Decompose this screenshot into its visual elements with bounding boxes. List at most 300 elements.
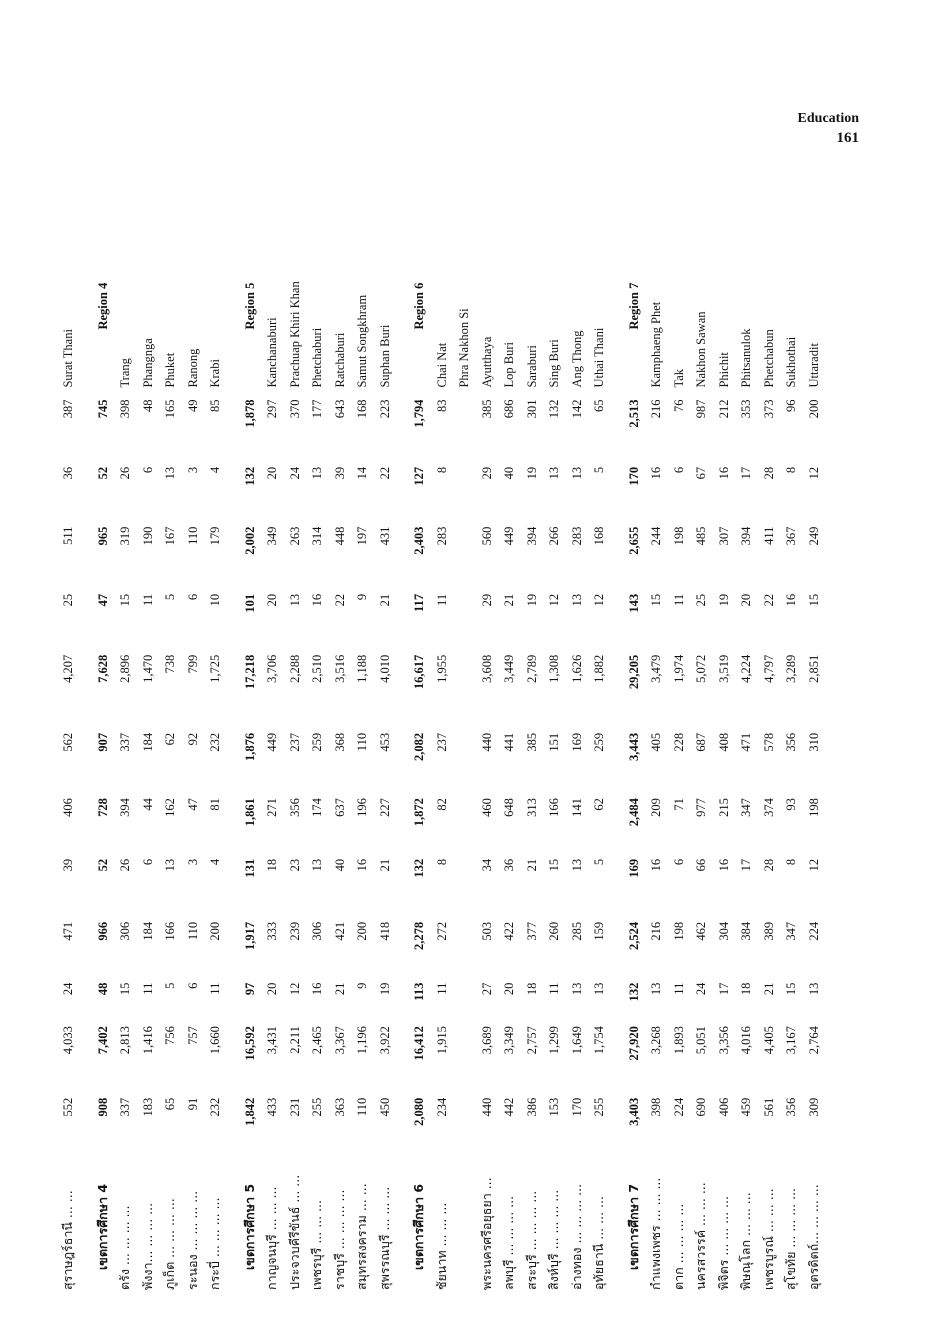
value-cell: 8 bbox=[434, 858, 449, 866]
value-cell: 11 bbox=[140, 982, 155, 995]
value-cell: 39 bbox=[332, 466, 347, 480]
value-cell: 6 bbox=[140, 858, 155, 866]
value-cell: 1,725 bbox=[208, 654, 222, 683]
table-row bbox=[690, 180, 713, 1290]
value-cell: 3,706 bbox=[265, 654, 279, 683]
value-cell: 349 bbox=[265, 526, 279, 546]
value-cell: 13 bbox=[163, 466, 177, 480]
value-cell: 93 bbox=[784, 798, 798, 811]
thai-name-cell: อุตรดิตถ์... ... ... ... bbox=[805, 1184, 821, 1290]
value-cell: 259 bbox=[592, 732, 606, 752]
value-cell: 13 bbox=[569, 858, 584, 872]
value-cell: 5,072 bbox=[694, 654, 708, 683]
value-cell: 29 bbox=[479, 593, 494, 607]
spacer-cell bbox=[227, 180, 239, 1290]
value-cell: 333 bbox=[265, 921, 279, 941]
value-cell: 8 bbox=[434, 466, 449, 474]
value-cell: 5,051 bbox=[694, 1026, 708, 1055]
value-cell: 15 bbox=[547, 858, 561, 872]
value-cell: 170 bbox=[569, 1097, 584, 1117]
value-cell: 200 bbox=[806, 399, 821, 419]
value-cell: 450 bbox=[377, 1097, 392, 1117]
value-cell: 2,403 bbox=[412, 526, 426, 555]
value-cell: 169 bbox=[569, 732, 584, 752]
value-cell: 20 bbox=[502, 982, 516, 996]
value-cell: 4,010 bbox=[377, 654, 392, 683]
table-row bbox=[645, 180, 668, 1290]
value-cell: 85 bbox=[208, 399, 222, 413]
value-cell: 1,660 bbox=[208, 1026, 222, 1055]
value-cell: 198 bbox=[806, 798, 821, 817]
value-cell: 4,797 bbox=[761, 654, 776, 683]
value-cell: 309 bbox=[806, 1097, 821, 1117]
thai-name-cell: เขตการศึกษา 6 bbox=[411, 1183, 426, 1270]
value-cell: 4,033 bbox=[61, 1026, 75, 1055]
value-cell: 13 bbox=[592, 982, 606, 996]
value-cell: 977 bbox=[694, 798, 708, 817]
value-cell: 101 bbox=[242, 593, 257, 613]
value-cell: 8 bbox=[784, 466, 798, 474]
english-name-cell: Region 6 bbox=[412, 282, 426, 330]
thai-name-cell: สิงห์บุรี ... ... ... ... bbox=[546, 1189, 561, 1290]
value-cell: 648 bbox=[502, 798, 516, 817]
thai-name-cell: สุโขทัย ... ... ... ... bbox=[783, 1187, 798, 1290]
value-cell: 374 bbox=[761, 798, 776, 817]
value-cell: 1,878 bbox=[242, 399, 257, 428]
english-name-cell: Samut Songkhram bbox=[355, 294, 369, 388]
value-cell: 21 bbox=[377, 858, 392, 872]
value-cell: 307 bbox=[716, 526, 731, 546]
value-cell: 3,289 bbox=[784, 654, 798, 683]
value-cell: 398 bbox=[649, 1097, 663, 1117]
value-cell: 212 bbox=[716, 399, 731, 419]
region-row bbox=[623, 180, 646, 1290]
table-row bbox=[803, 180, 826, 1290]
value-cell: 297 bbox=[265, 399, 279, 419]
value-cell: 4,016 bbox=[739, 1026, 753, 1055]
value-cell: 353 bbox=[739, 399, 753, 419]
value-cell: 14 bbox=[355, 466, 369, 480]
value-cell: 13 bbox=[569, 982, 584, 996]
value-cell: 184 bbox=[140, 921, 155, 941]
value-cell: 907 bbox=[95, 732, 110, 752]
thai-name-cell: กำแพงเพชร ... ... ... bbox=[648, 1177, 663, 1290]
value-cell: 25 bbox=[61, 593, 75, 607]
value-cell: 216 bbox=[649, 399, 663, 419]
english-name-cell: Chai Nat bbox=[434, 342, 449, 388]
value-cell: 453 bbox=[377, 732, 392, 752]
thai-name-cell: พระนครศรีอยุธยา ... bbox=[478, 1177, 494, 1290]
value-cell: 421 bbox=[332, 921, 347, 941]
value-cell: 3,443 bbox=[626, 732, 641, 762]
value-cell: 2,465 bbox=[310, 1026, 324, 1055]
value-cell: 16 bbox=[716, 858, 731, 872]
value-cell: 337 bbox=[118, 732, 132, 752]
table-row bbox=[476, 180, 499, 1290]
table-row bbox=[498, 180, 521, 1290]
thai-name-cell: สุพรรณบุรี ... ... ... bbox=[376, 1186, 392, 1290]
value-cell: 260 bbox=[547, 921, 561, 941]
value-cell: 1,917 bbox=[242, 921, 257, 950]
value-cell: 13 bbox=[163, 858, 177, 872]
english-name-cell: Nakhon Sawan bbox=[694, 311, 708, 388]
value-cell: 272 bbox=[434, 921, 449, 941]
value-cell: 184 bbox=[140, 732, 155, 752]
value-cell: 377 bbox=[524, 921, 539, 941]
table-row bbox=[204, 180, 227, 1290]
value-cell: 91 bbox=[185, 1097, 200, 1111]
value-cell: 394 bbox=[739, 526, 753, 546]
value-cell: 3,449 bbox=[502, 654, 516, 683]
value-cell: 13 bbox=[310, 466, 324, 480]
thai-name-cell: เพชรบูรณ์ ... ... ... bbox=[760, 1188, 776, 1290]
value-cell bbox=[453, 983, 476, 1026]
table-row bbox=[329, 180, 352, 1290]
value-cell: 117 bbox=[412, 593, 426, 612]
table-row bbox=[374, 180, 397, 1290]
value-cell: 52 bbox=[95, 466, 110, 480]
value-cell: 17 bbox=[716, 982, 731, 996]
value-cell: 9 bbox=[355, 982, 369, 989]
english-name-cell: Sukhothai bbox=[784, 336, 798, 388]
value-cell: 21 bbox=[502, 593, 516, 607]
value-cell: 1,876 bbox=[242, 732, 257, 762]
value-cell: 337 bbox=[118, 1097, 132, 1117]
value-cell: 92 bbox=[185, 732, 200, 746]
english-name-cell: Tak bbox=[671, 368, 686, 388]
table-row bbox=[57, 180, 80, 1290]
value-cell: 198 bbox=[671, 921, 686, 941]
value-cell: 65 bbox=[163, 1097, 177, 1111]
value-cell: 10 bbox=[208, 593, 222, 607]
value-cell: 408 bbox=[716, 732, 731, 752]
value-cell: 386 bbox=[524, 1097, 539, 1117]
page-number: 161 bbox=[836, 130, 859, 146]
value-cell: 384 bbox=[739, 921, 753, 941]
value-cell: 745 bbox=[95, 399, 110, 419]
thai-name-cell: พิจิตร ... ... ... ... bbox=[715, 1196, 731, 1290]
value-cell: 34 bbox=[479, 858, 494, 872]
value-cell: 132 bbox=[626, 982, 641, 1002]
value-cell: 174 bbox=[310, 798, 324, 817]
thai-name-cell: สมุทรสงคราม ... ... bbox=[354, 1183, 369, 1290]
value-cell: 110 bbox=[355, 1097, 369, 1117]
value-cell: 398 bbox=[118, 399, 132, 419]
value-cell: 373 bbox=[761, 399, 776, 419]
value-cell: 433 bbox=[265, 1097, 279, 1117]
table-row bbox=[543, 180, 566, 1290]
value-cell: 1,974 bbox=[671, 654, 686, 683]
value-cell: 71 bbox=[671, 798, 686, 811]
table-row bbox=[159, 180, 182, 1290]
value-cell: 24 bbox=[694, 982, 708, 996]
thai-name-cell: เขตการศึกษา 4 bbox=[94, 1183, 110, 1270]
value-cell: 166 bbox=[547, 798, 561, 817]
value-cell: 363 bbox=[332, 1097, 347, 1117]
value-cell: 687 bbox=[694, 732, 708, 752]
row-spacer bbox=[227, 180, 239, 1290]
value-cell bbox=[453, 1098, 476, 1165]
value-cell: 319 bbox=[118, 526, 132, 546]
value-cell: 987 bbox=[694, 399, 708, 419]
value-cell: 394 bbox=[118, 798, 132, 817]
value-cell bbox=[453, 467, 476, 527]
thai-name-cell: อ่างทอง ... ... ... ... bbox=[568, 1183, 584, 1290]
value-cell: 385 bbox=[479, 399, 494, 419]
value-cell: 11 bbox=[671, 593, 686, 606]
value-cell: 19 bbox=[524, 593, 539, 607]
value-cell: 3,519 bbox=[716, 654, 731, 683]
thai-name-cell: ลพบุรี ... ... ... ... bbox=[501, 1195, 516, 1290]
thai-name-cell: อุทัยธานี ... ... ... bbox=[591, 1196, 606, 1290]
value-cell: 20 bbox=[265, 593, 279, 607]
value-cell: 2,789 bbox=[524, 654, 539, 683]
value-cell: 756 bbox=[163, 1026, 177, 1045]
english-name-cell: Ayutthaya bbox=[479, 336, 494, 388]
value-cell: 83 bbox=[434, 399, 449, 413]
value-cell: 62 bbox=[163, 732, 177, 746]
value-cell: 5 bbox=[592, 858, 606, 866]
table-row bbox=[453, 180, 476, 1290]
table-row bbox=[668, 180, 691, 1290]
value-cell: 3,689 bbox=[479, 1026, 494, 1055]
value-cell: 1,308 bbox=[547, 654, 561, 683]
value-cell: 239 bbox=[287, 921, 302, 941]
spacer-cell bbox=[80, 180, 92, 1290]
value-cell: 142 bbox=[569, 399, 584, 419]
value-cell: 40 bbox=[332, 858, 347, 872]
value-cell: 511 bbox=[61, 526, 75, 545]
value-cell: 168 bbox=[355, 399, 369, 419]
value-cell: 13 bbox=[649, 982, 663, 996]
table-row bbox=[521, 180, 544, 1290]
value-cell: 462 bbox=[694, 921, 708, 941]
value-cell: 356 bbox=[784, 1097, 798, 1117]
value-cell: 271 bbox=[265, 798, 279, 817]
row-spacer bbox=[80, 180, 92, 1290]
value-cell bbox=[453, 922, 476, 983]
english-name-cell: Region 5 bbox=[242, 282, 257, 330]
value-cell: 11 bbox=[434, 982, 449, 995]
value-cell: 560 bbox=[479, 526, 494, 546]
value-cell: 2,757 bbox=[524, 1026, 539, 1055]
value-cell: 3,167 bbox=[784, 1026, 798, 1055]
value-cell: 3,479 bbox=[649, 654, 663, 683]
table-row bbox=[588, 180, 611, 1290]
value-cell bbox=[453, 1026, 476, 1098]
value-cell: 1,794 bbox=[412, 399, 426, 428]
value-cell: 4,207 bbox=[61, 654, 75, 683]
value-cell: 183 bbox=[140, 1097, 155, 1117]
value-cell: 231 bbox=[287, 1097, 302, 1117]
value-cell: 162 bbox=[163, 798, 177, 817]
value-cell: 82 bbox=[434, 798, 449, 811]
value-cell: 12 bbox=[592, 593, 606, 607]
value-cell: 16,592 bbox=[242, 1026, 257, 1061]
value-cell: 1,188 bbox=[355, 654, 369, 683]
value-cell: 552 bbox=[61, 1097, 75, 1117]
value-cell: 3,268 bbox=[649, 1026, 663, 1055]
value-cell: 448 bbox=[332, 526, 347, 546]
value-cell: 12 bbox=[806, 858, 821, 872]
value-cell: 18 bbox=[265, 858, 279, 872]
value-cell: 62 bbox=[592, 798, 606, 811]
value-cell: 49 bbox=[185, 399, 200, 413]
value-cell: 5 bbox=[163, 982, 177, 989]
value-cell: 17 bbox=[739, 466, 753, 480]
value-cell: 6 bbox=[185, 593, 200, 601]
value-cell: 11 bbox=[208, 982, 222, 995]
value-cell: 441 bbox=[502, 732, 516, 752]
english-name-cell: Suphan Buri bbox=[377, 324, 392, 388]
english-name-cell: Phetchabun bbox=[761, 329, 776, 388]
value-cell: 48 bbox=[95, 982, 110, 996]
value-cell: 440 bbox=[479, 1097, 494, 1117]
value-cell: 19 bbox=[377, 982, 392, 996]
value-cell: 166 bbox=[163, 921, 177, 941]
english-name-cell: Phetchaburi bbox=[310, 327, 324, 388]
value-cell: 1,842 bbox=[242, 1097, 257, 1126]
value-cell: 2,764 bbox=[806, 1026, 821, 1055]
value-cell: 40 bbox=[502, 466, 516, 480]
value-cell: 394 bbox=[524, 526, 539, 546]
value-cell: 259 bbox=[310, 732, 324, 752]
value-cell: 21 bbox=[761, 982, 776, 996]
value-cell: 16 bbox=[355, 858, 369, 872]
english-name-cell: Sing Buri bbox=[547, 339, 561, 388]
english-name-cell: Region 7 bbox=[626, 282, 641, 330]
value-cell: 304 bbox=[716, 921, 731, 941]
value-cell: 285 bbox=[569, 921, 584, 941]
value-cell: 2,513 bbox=[626, 399, 641, 428]
value-cell: 449 bbox=[265, 732, 279, 752]
table-row bbox=[431, 180, 454, 1290]
table-row bbox=[261, 180, 284, 1290]
table-row bbox=[758, 180, 781, 1290]
value-cell: 370 bbox=[287, 399, 302, 419]
value-cell: 228 bbox=[671, 732, 686, 752]
value-cell: 411 bbox=[761, 526, 776, 545]
value-cell: 387 bbox=[61, 399, 75, 419]
value-cell: 2,278 bbox=[412, 921, 426, 950]
english-name-cell: Surat Thani bbox=[61, 329, 75, 388]
value-cell: 1,882 bbox=[592, 654, 606, 683]
value-cell: 143 bbox=[626, 593, 641, 613]
region-row bbox=[408, 180, 431, 1290]
value-cell: 200 bbox=[208, 921, 222, 941]
value-cell: 471 bbox=[61, 921, 75, 941]
value-cell: 67 bbox=[694, 466, 708, 480]
value-cell: 52 bbox=[95, 858, 110, 872]
value-cell: 908 bbox=[95, 1097, 110, 1117]
value-cell: 44 bbox=[140, 798, 155, 811]
value-cell: 16 bbox=[649, 858, 663, 872]
value-cell: 17 bbox=[739, 858, 753, 872]
value-cell: 20 bbox=[739, 593, 753, 607]
value-cell: 422 bbox=[502, 921, 516, 941]
value-cell: 23 bbox=[287, 858, 302, 872]
thai-name-cell bbox=[453, 1165, 476, 1290]
value-cell: 11 bbox=[671, 982, 686, 995]
value-cell: 81 bbox=[208, 798, 222, 811]
value-cell: 306 bbox=[310, 921, 324, 941]
value-cell: 1,955 bbox=[434, 654, 449, 683]
value-cell: 24 bbox=[287, 466, 302, 480]
value-cell: 728 bbox=[95, 798, 110, 817]
value-cell: 3,356 bbox=[716, 1026, 731, 1055]
value-cell: 28 bbox=[761, 858, 776, 872]
value-cell: 3,403 bbox=[626, 1097, 641, 1126]
value-cell: 20 bbox=[265, 466, 279, 480]
value-cell: 237 bbox=[287, 732, 302, 752]
value-cell: 4 bbox=[208, 466, 222, 474]
table-row bbox=[735, 180, 758, 1290]
value-cell: 6 bbox=[671, 466, 686, 474]
value-cell: 132 bbox=[547, 399, 561, 419]
table-row bbox=[566, 180, 589, 1290]
value-cell: 47 bbox=[185, 798, 200, 811]
value-cell: 301 bbox=[524, 399, 539, 419]
value-cell: 310 bbox=[806, 732, 821, 752]
value-cell: 2,813 bbox=[118, 1026, 132, 1055]
table-row bbox=[306, 180, 329, 1290]
english-name-cell: Lop Buri bbox=[502, 342, 516, 388]
value-cell: 1,893 bbox=[671, 1026, 686, 1055]
value-cell: 17,218 bbox=[242, 654, 257, 690]
value-cell: 18 bbox=[739, 982, 753, 996]
value-cell bbox=[453, 594, 476, 655]
table-row bbox=[713, 180, 736, 1290]
value-cell: 12 bbox=[806, 466, 821, 480]
value-cell: 3 bbox=[185, 466, 200, 474]
value-cell: 799 bbox=[185, 654, 200, 674]
value-cell: 2,288 bbox=[287, 654, 302, 683]
value-cell: 168 bbox=[592, 526, 606, 546]
value-cell: 12 bbox=[547, 593, 561, 607]
value-cell: 368 bbox=[332, 732, 347, 752]
value-cell: 234 bbox=[434, 1097, 449, 1117]
value-cell: 643 bbox=[332, 399, 347, 419]
value-cell: 97 bbox=[242, 982, 257, 996]
english-name-cell: Ranong bbox=[185, 348, 200, 388]
spacer-cell bbox=[611, 180, 623, 1290]
value-cell: 6 bbox=[185, 982, 200, 989]
value-cell: 1,649 bbox=[569, 1026, 584, 1055]
value-cell: 16,617 bbox=[412, 654, 426, 690]
value-cell: 16,412 bbox=[412, 1026, 426, 1061]
value-cell: 442 bbox=[502, 1097, 516, 1117]
value-cell: 3,367 bbox=[332, 1026, 347, 1055]
value-cell: 1,299 bbox=[547, 1026, 561, 1055]
value-cell: 686 bbox=[502, 399, 516, 419]
value-cell: 224 bbox=[806, 921, 821, 941]
thai-name-cell: ตาก ... ... ... ... bbox=[670, 1203, 686, 1290]
region-row bbox=[239, 180, 262, 1290]
value-cell: 110 bbox=[185, 921, 200, 941]
value-cell: 5 bbox=[592, 466, 606, 474]
value-cell: 5 bbox=[163, 593, 177, 601]
value-cell: 459 bbox=[739, 1097, 753, 1117]
thai-name-cell: สระบุรี ... ... ... ... bbox=[523, 1190, 539, 1290]
english-name-cell: Uttaradit bbox=[806, 343, 821, 388]
value-cell: 209 bbox=[649, 798, 663, 817]
value-cell: 223 bbox=[377, 399, 392, 419]
value-cell: 2,524 bbox=[626, 921, 641, 950]
english-name-cell: Phra Nakhon Si bbox=[457, 308, 471, 388]
value-cell: 224 bbox=[671, 1097, 686, 1117]
region-row bbox=[92, 180, 115, 1290]
value-cell: 132 bbox=[412, 858, 426, 878]
